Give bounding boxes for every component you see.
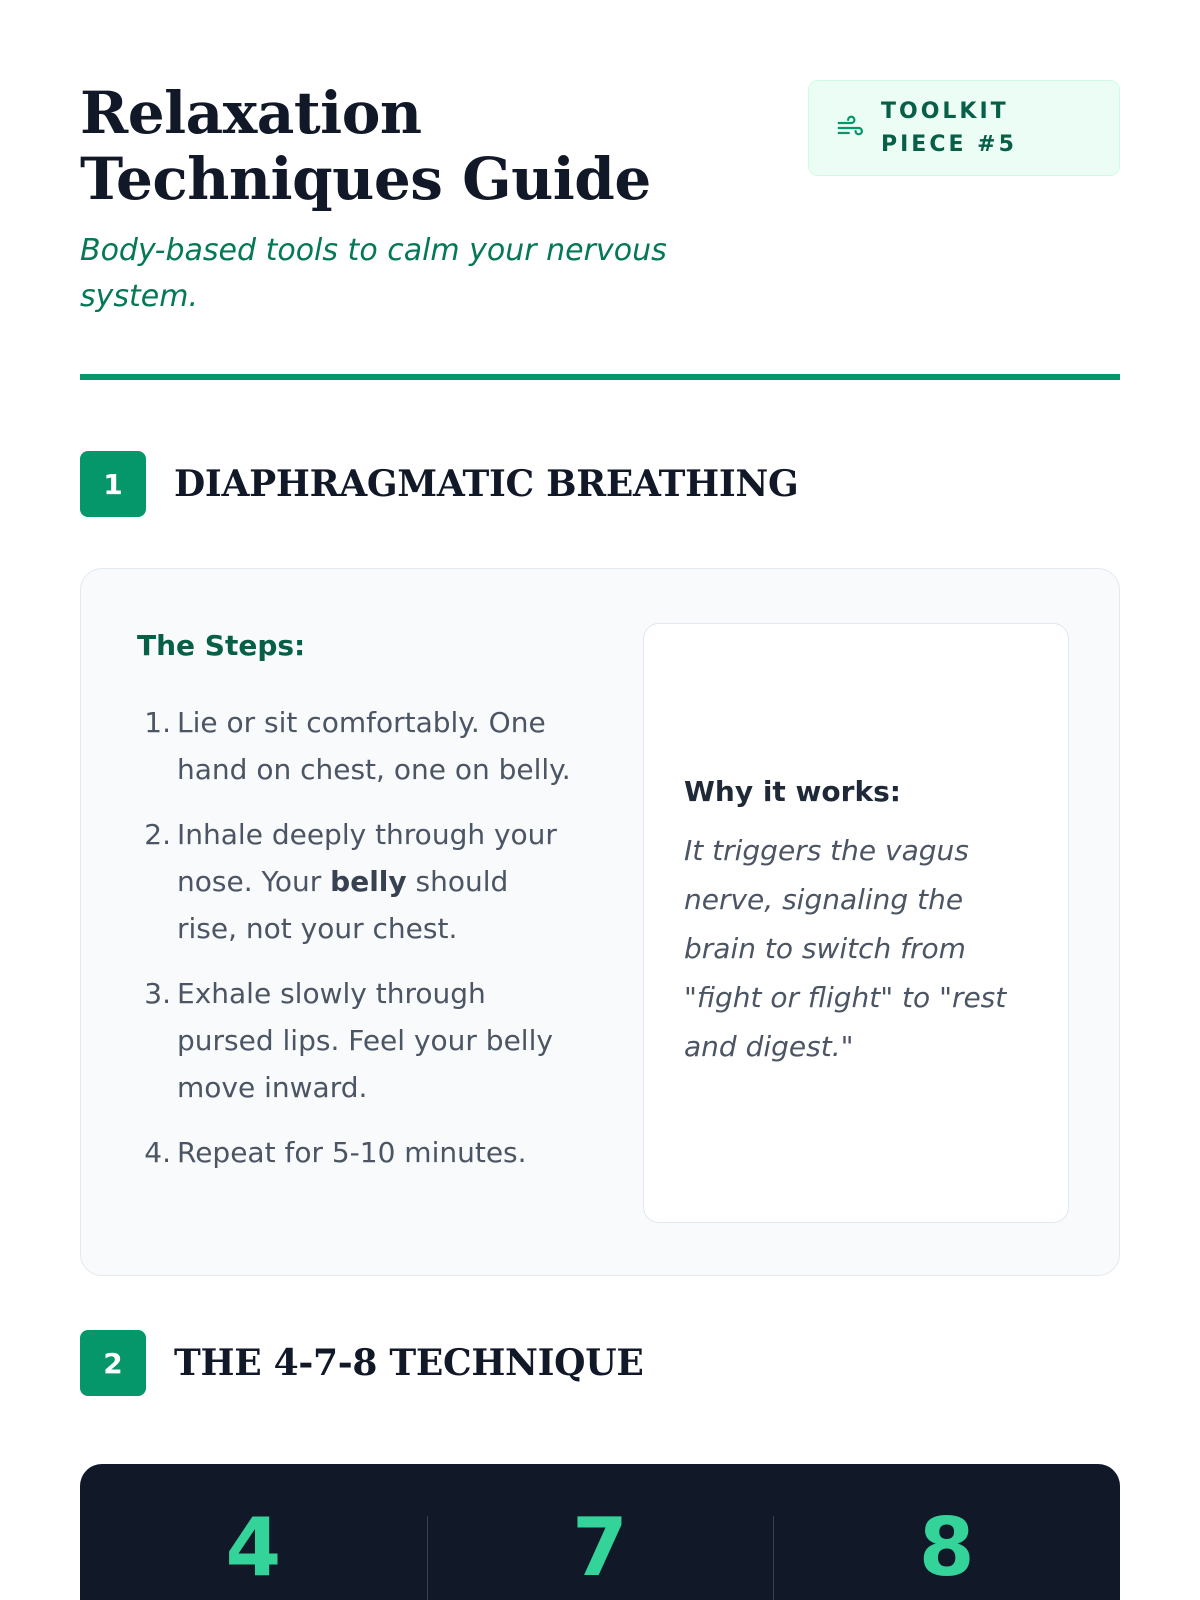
- count-panel: [80, 1464, 1120, 1600]
- breathing-card: [80, 568, 1120, 1276]
- list-item: [137, 811, 577, 952]
- count-column-hold: [427, 1464, 774, 1600]
- list-item: [137, 1129, 577, 1176]
- step-emphasis: belly: [330, 865, 407, 898]
- page-subtitle: Body-based tools to calm your nervous system.: [80, 233, 667, 314]
- count-number: 7: [572, 1501, 628, 1594]
- section-number-badge: 2: [80, 1330, 146, 1396]
- count-number: 4: [225, 1501, 282, 1594]
- count-column-exhale: [773, 1464, 1120, 1600]
- step-text: Lie or sit comfortably. One hand on chest, one on belly.: [177, 706, 571, 786]
- count-column-inhale: [80, 1464, 427, 1600]
- toolkit-badge: [808, 80, 1120, 176]
- why-body: It triggers the vagus nerve, signaling the brain to switch from "fight or flight" to "rest and digest.": [684, 834, 1007, 1063]
- section-heading-breathing: [80, 451, 798, 517]
- count-number: 8: [918, 1501, 975, 1594]
- section-title: DIAPHRAGMATIC BREATHING: [174, 463, 799, 505]
- step-text: [177, 811, 577, 952]
- section-title: THE 4-7-8 TECHNIQUE: [174, 1342, 644, 1384]
- why-it-works-box: [643, 623, 1069, 1223]
- step-text-part: Inhale deeply through your nose. Your: [177, 818, 557, 898]
- wind-icon: [835, 113, 865, 143]
- steps-list: [137, 699, 577, 1194]
- guide-page: [80, 0, 1120, 1600]
- why-heading: Why it works:: [684, 775, 901, 808]
- list-item: [137, 699, 577, 793]
- step-number: 2.: [144, 818, 171, 851]
- section-number-badge: 1: [80, 451, 146, 517]
- step-text-part: should rise, not your chest.: [177, 865, 509, 945]
- list-item: [137, 970, 577, 1111]
- section-heading-478: [80, 1330, 643, 1396]
- step-text: Repeat for 5-10 minutes.: [177, 1136, 527, 1169]
- step-number: 4.: [144, 1136, 171, 1169]
- badge-label: TOOLKIT PIECE #5: [881, 99, 1017, 157]
- header-divider: [80, 374, 1120, 380]
- steps-heading: The Steps:: [137, 629, 306, 662]
- page-title: Relaxation Techniques Guide: [80, 79, 651, 213]
- step-number: 1.: [144, 706, 171, 739]
- step-number: 3.: [144, 977, 171, 1010]
- step-text: Exhale slowly through pursed lips. Feel your belly move inward.: [177, 977, 553, 1104]
